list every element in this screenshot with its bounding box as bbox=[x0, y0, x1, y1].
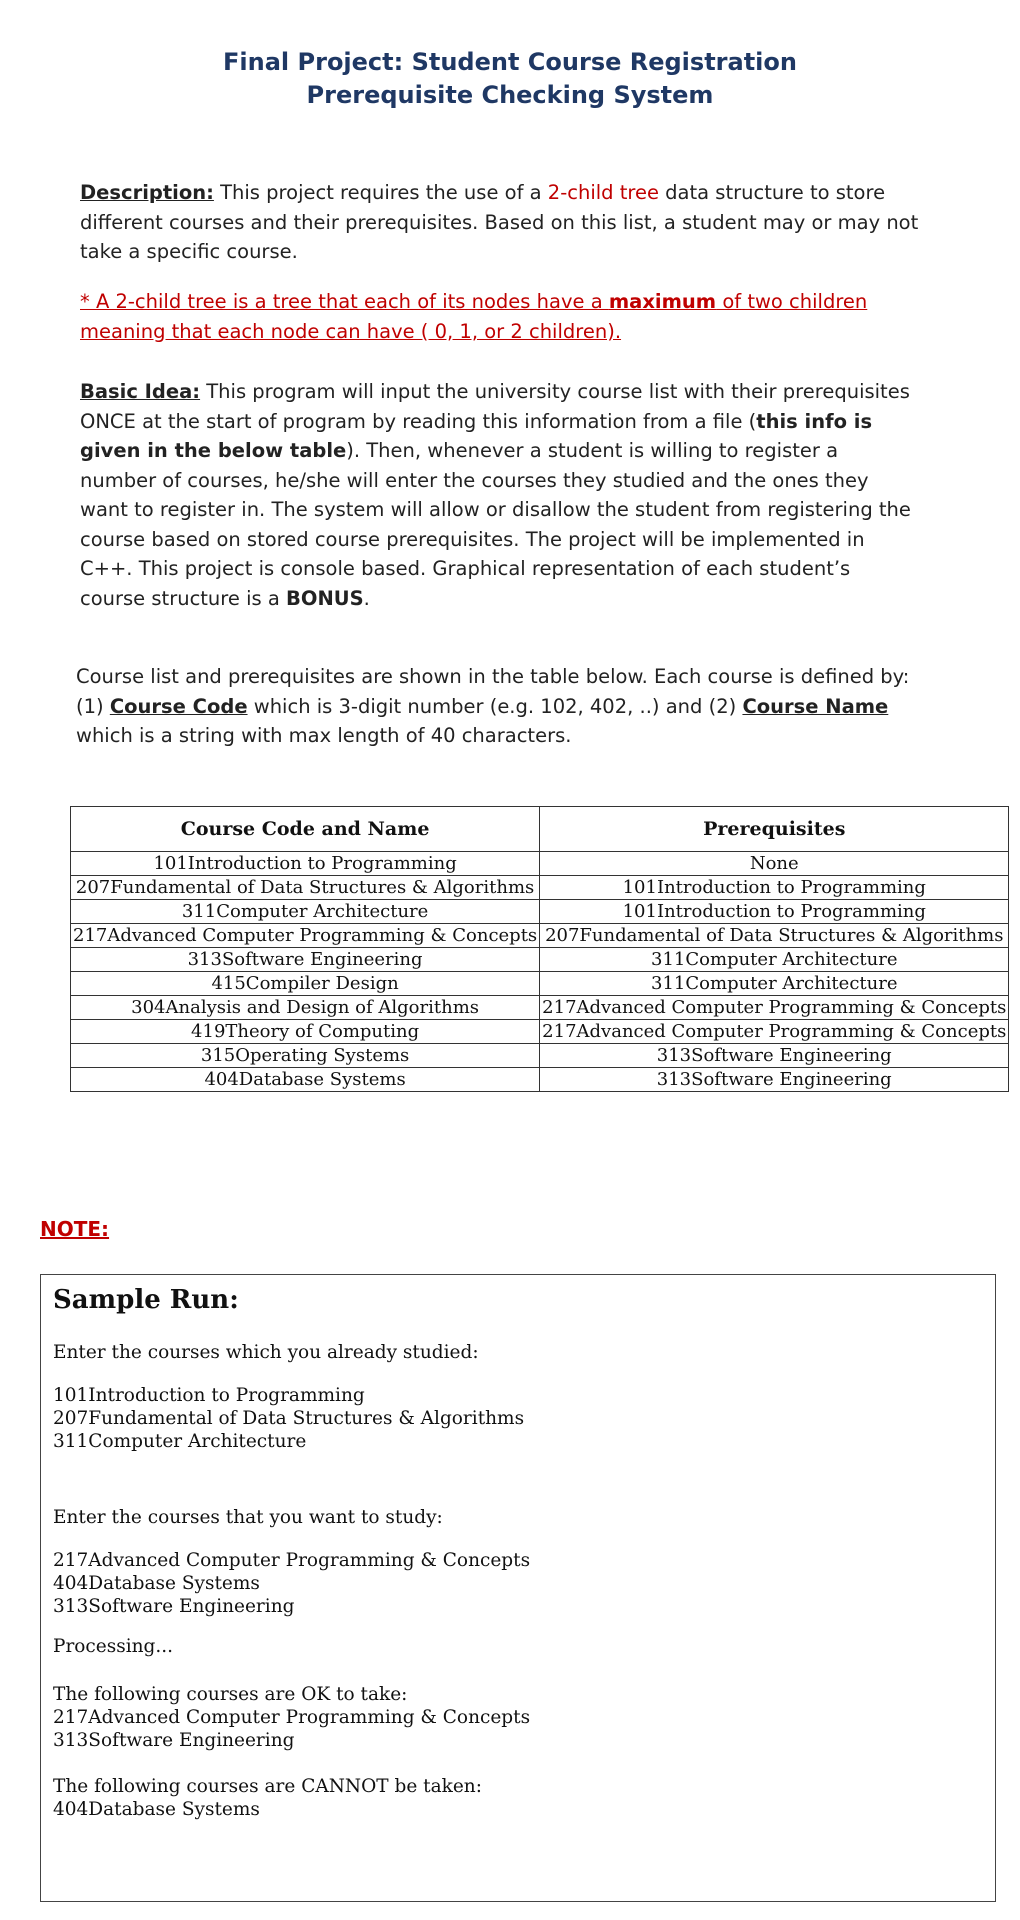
table-row bbox=[71, 852, 1009, 876]
table-row bbox=[71, 876, 1009, 900]
prereq-cell: 101Introduction to Programming bbox=[540, 876, 1009, 900]
table-row bbox=[71, 900, 1009, 924]
ok-course: 313Software Engineering bbox=[53, 1730, 295, 1751]
description-text-2: data structure to store different courses and their prerequisites. Based on this list, a student may or may not take a specific course. bbox=[80, 181, 919, 263]
basic-idea-text-3: . bbox=[363, 586, 370, 610]
tree-note-suffix: of two children meaning that each node can have ( 0, 1, or 2 children). bbox=[80, 290, 868, 343]
basic-idea-label: Basic Idea: bbox=[80, 380, 201, 403]
wanted-course: 404Database Systems bbox=[53, 1573, 260, 1594]
description-text-1: This project requires the use of a bbox=[213, 181, 548, 204]
prereq-cell: 207Fundamental of Data Structures & Algorithms bbox=[540, 924, 1009, 948]
title-line-1: Final Project: Student Course Registration bbox=[223, 48, 797, 76]
studied-course: 207Fundamental of Data Structures & Algorithms bbox=[53, 1408, 525, 1429]
prompt-want: Enter the courses that you want to study: bbox=[53, 1507, 443, 1528]
prereq-cell: None bbox=[540, 852, 1009, 876]
sample-run-box bbox=[40, 1274, 996, 1902]
basic-idea-text-2: ). Then, whenever a student is willing to register a number of courses, he/she will enter the courses they studied and the ones they want to register in. The system will allow or disallow the student from registering the course based on stored course prerequisites. The project will be implemented in C++. This project is console based. Graphical representation of each student’s course structure is a bbox=[80, 439, 911, 610]
prereq-cell: 101Introduction to Programming bbox=[540, 900, 1009, 924]
document-title bbox=[0, 46, 1020, 112]
basic-idea-bold-1: this info is given in the below table bbox=[80, 409, 873, 462]
wanted-course: 313Software Engineering bbox=[53, 1596, 295, 1617]
wanted-course: 217Advanced Computer Programming & Concepts bbox=[53, 1550, 531, 1571]
course-cell: 419Theory of Computing bbox=[71, 1020, 540, 1044]
processing-text: Processing... bbox=[53, 1636, 174, 1657]
header-prerequisites: Prerequisites bbox=[540, 807, 1009, 852]
table-row bbox=[71, 924, 1009, 948]
description-paragraph bbox=[80, 178, 920, 267]
table-row bbox=[71, 972, 1009, 996]
course-cell: 404Database Systems bbox=[71, 1068, 540, 1092]
cannot-heading: The following courses are CANNOT be taken: bbox=[53, 1776, 482, 1797]
course-cell: 415Compiler Design bbox=[71, 972, 540, 996]
course-cell: 313Software Engineering bbox=[71, 948, 540, 972]
course-name-label: Course Name bbox=[742, 694, 889, 718]
prereq-cell: 217Advanced Computer Programming & Concepts bbox=[540, 996, 1009, 1020]
basic-idea-paragraph bbox=[80, 377, 920, 613]
description-label: Description: bbox=[80, 181, 214, 204]
course-def-text-2: which is 3-digit number (e.g. 102, 402, ..) and (2) bbox=[247, 694, 743, 718]
prereq-cell: 311Computer Architecture bbox=[540, 948, 1009, 972]
course-cell: 217Advanced Computer Programming & Concepts bbox=[71, 924, 540, 948]
prompt-studied: Enter the courses which you already studied: bbox=[53, 1342, 479, 1363]
table-row bbox=[71, 948, 1009, 972]
tree-note-bold: maximum bbox=[608, 290, 717, 313]
sample-run-heading: Sample Run: bbox=[53, 1285, 239, 1315]
course-cell: 304Analysis and Design of Algorithms bbox=[71, 996, 540, 1020]
course-prerequisite-table bbox=[70, 806, 1009, 1092]
basic-idea-bold-2: BONUS bbox=[286, 586, 364, 610]
studied-course: 311Computer Architecture bbox=[53, 1431, 307, 1452]
ok-heading: The following courses are OK to take: bbox=[53, 1684, 408, 1705]
table-header-row bbox=[71, 807, 1009, 852]
course-code-label: Course Code bbox=[109, 694, 248, 718]
note-label: NOTE: bbox=[40, 1217, 110, 1241]
table-row bbox=[71, 1068, 1009, 1092]
prereq-cell: 313Software Engineering bbox=[540, 1068, 1009, 1092]
table-row bbox=[71, 996, 1009, 1020]
title-line-2: Prerequisite Checking System bbox=[306, 81, 714, 109]
ok-course: 217Advanced Computer Programming & Concepts bbox=[53, 1707, 531, 1728]
course-def-text-1: Course list and prerequisites are shown in the table below. Each course is defined by: (1) bbox=[76, 665, 910, 718]
course-definition-paragraph bbox=[76, 662, 916, 751]
course-cell: 315Operating Systems bbox=[71, 1044, 540, 1068]
prereq-cell: 311Computer Architecture bbox=[540, 972, 1009, 996]
course-def-text-3: which is a string with max length of 40 characters. bbox=[76, 724, 572, 747]
table-row bbox=[71, 1044, 1009, 1068]
cannot-course: 404Database Systems bbox=[53, 1799, 260, 1820]
prereq-cell: 217Advanced Computer Programming & Concepts bbox=[540, 1020, 1009, 1044]
studied-course: 101Introduction to Programming bbox=[53, 1385, 365, 1406]
description-highlight: 2-child tree bbox=[547, 181, 659, 204]
prereq-cell: 313Software Engineering bbox=[540, 1044, 1009, 1068]
table-row bbox=[71, 1020, 1009, 1044]
basic-idea-text-1: This program will input the university course list with their prerequisites ONCE at the start of program by reading this information from a file ( bbox=[80, 380, 910, 433]
tree-note bbox=[80, 287, 880, 346]
course-cell: 101Introduction to Programming bbox=[71, 852, 540, 876]
course-cell: 311Computer Architecture bbox=[71, 900, 540, 924]
header-course: Course Code and Name bbox=[71, 807, 540, 852]
course-cell: 207Fundamental of Data Structures & Algorithms bbox=[71, 876, 540, 900]
tree-note-prefix: * A 2-child tree is a tree that each of its nodes have a bbox=[80, 290, 609, 313]
